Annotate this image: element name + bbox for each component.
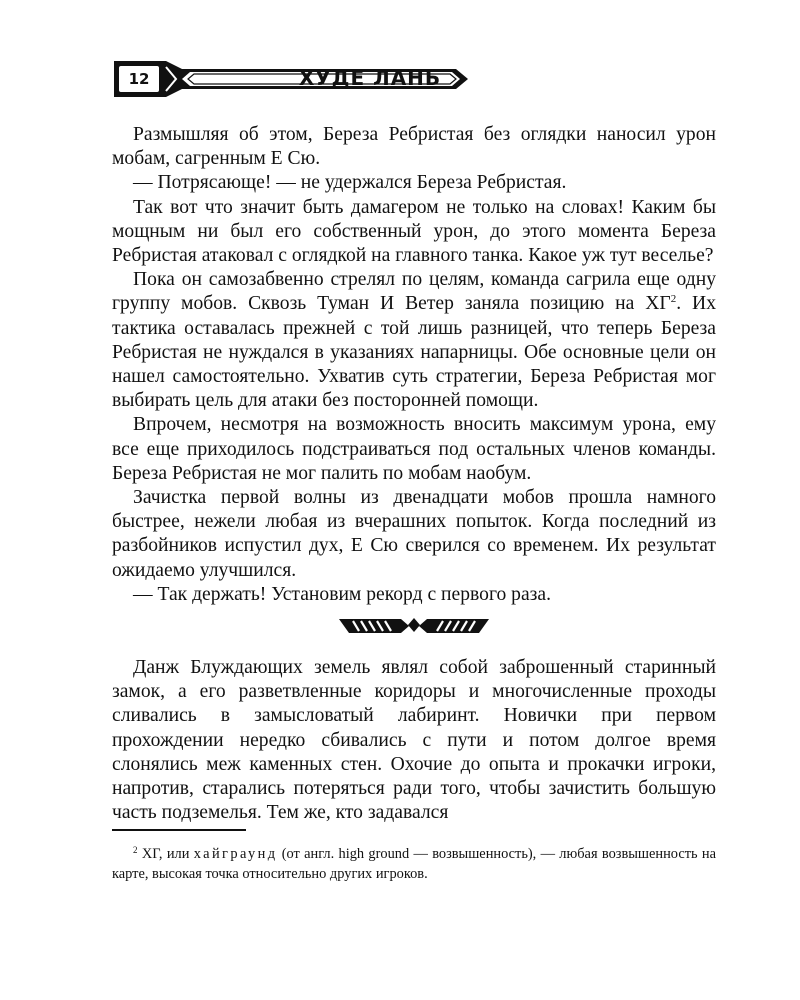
- paragraph: Данж Блуждающих земель являл собой заброшенный старинный замок, а его разветвленные коридоры и многочисленные проходы сливались в замысловатый лабиринт. Новички при первом прохождении нередко сбивались с пути и потом долгое время слонялись меж каменных стен. Охочие до опыта и прокачки игроки, напротив, старались потеряться ради того, чтобы зачистить большую часть подземелья. Тем же, кто задавался: [112, 657, 716, 824]
- paragraph-text: Пока он самозабвенно стрелял по целям, команда сагрила еще одну группу мобов. Сквозь Туман И Ветер заняла позицию на ХГ: [112, 269, 716, 315]
- paragraph-text: . Их тактика оставалась прежней с той лишь разницей, что теперь Береза Ребристая не нуждался в указаниях напарницы. Обе основные цели он нашел самостоятельно. Ухватив суть стратегии, Береза Ребристая мог выбирать цель для атаки без посторонней помощи.: [112, 293, 717, 412]
- ornamental-divider-icon: [339, 613, 489, 637]
- paragraph: — Потрясающе! — не удержался Береза Ребристая.: [133, 172, 567, 194]
- footnote-reference[interactable]: 2: [670, 293, 677, 306]
- footnote: [112, 844, 716, 884]
- paragraph: Впрочем, несмотря на возможность вносить максимум урона, ему все еще приходилось подстраиваться под остальных членов команды. Береза Ребристая не мог палить по мобам наобум.: [112, 414, 716, 484]
- footnote-term: ХГ: [141, 846, 159, 862]
- text-block-1: [112, 123, 716, 607]
- page-number: 12: [128, 70, 150, 88]
- text-block-2: [112, 656, 716, 825]
- footnote-term-spaced: хайграунд: [193, 846, 278, 862]
- paragraph: Зачистка первой волны из двенадцати мобов прошла намного быстрее, нежели любая из вчерашних попыток. Когда последний из разбойников испустил дух, Е Сю сверился со временем. Их результат ожидаемо улучшился.: [112, 487, 716, 581]
- paragraph: — Так держать! Установим рекорд с первого раза.: [133, 583, 552, 605]
- paragraph: Так вот что значит быть дамагером не только на словах! Каким бы мощным ни был его собственный урон, до этого момента Береза Ребристая атаковал с оглядкой на главного танка. Какое уж тут веселье?: [112, 196, 716, 267]
- paragraph: Размышляя об этом, Береза Ребристая без оглядки наносил урон мобам, сагренным Е Сю.: [112, 124, 716, 170]
- footnote-number: 2: [133, 845, 138, 855]
- footnote-text: , или: [158, 846, 194, 862]
- running-title: ХУДЕ ЛАНЬ: [298, 66, 442, 90]
- paragraph-with-footnote-ref: [112, 268, 716, 413]
- footnote-text: (от англ. high ground — возвышенность), — любая возвышенность на карте, высокая точка относительно других игроков.: [112, 846, 716, 882]
- footnote-separator: [112, 829, 246, 831]
- running-header: [110, 57, 472, 101]
